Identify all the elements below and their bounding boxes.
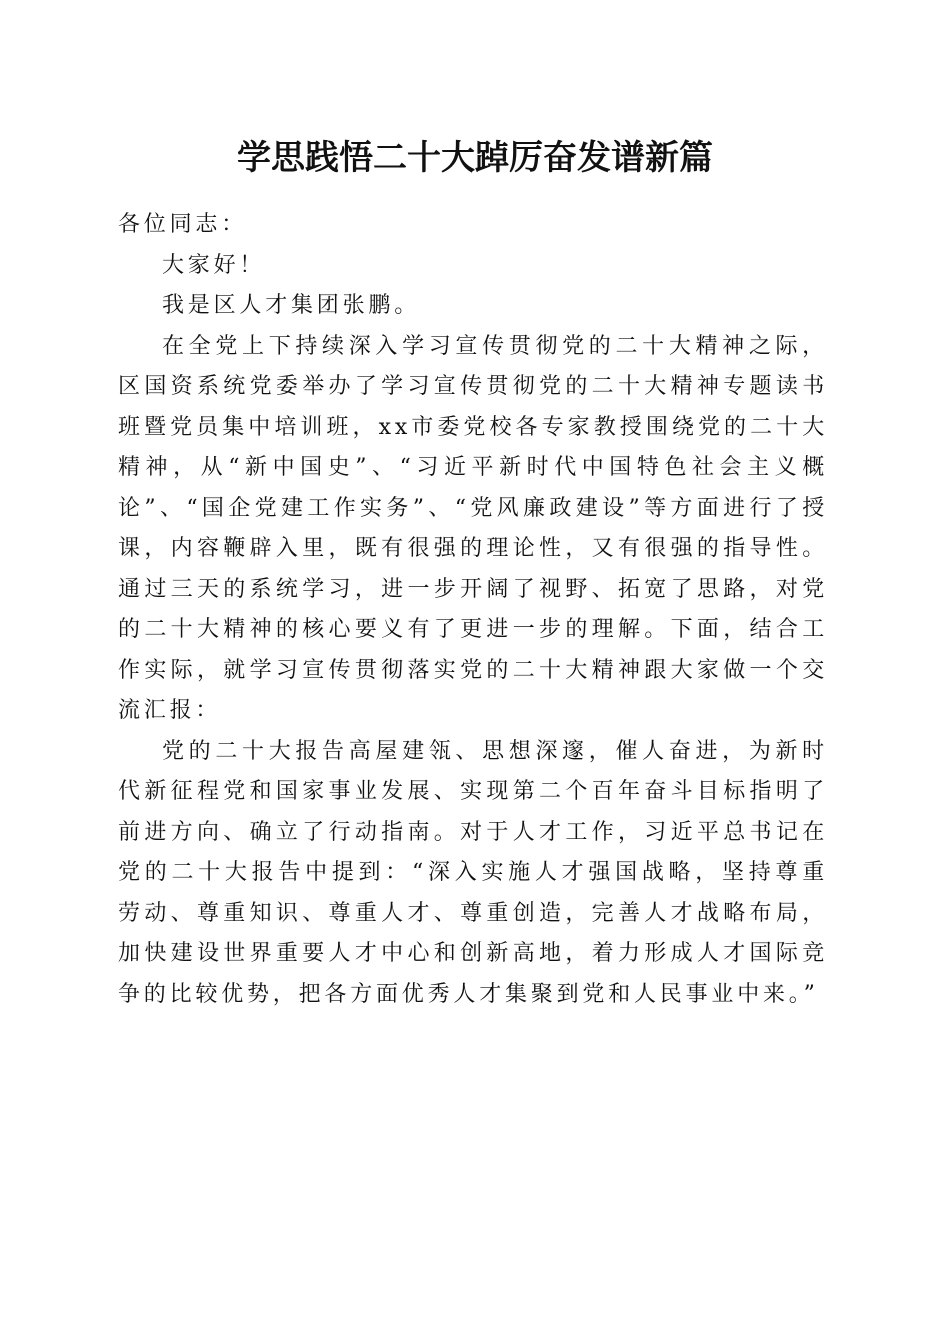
intro-line: 我是区人才集团张鹏。 [162, 293, 421, 318]
greeting-line: 大家好！ [162, 252, 266, 278]
document-body [118, 205, 828, 1015]
document-title: 学思践悟二十大踔厉奋发谱新篇 [237, 138, 713, 178]
paragraph-1: 在全党上下持续深入学习宣传贯彻党的二十大精神之际，区国资系统党委举办了学习宣传贯彻党的二十大精神专题读书班暨党员集中培训班，xx市委党校各专家教授围绕党的二十大精神，从“新中国史”、“习近平新时代中国特色社会主义概论”、“国企党建工作实务”、“党风廉政建设”等方面进行了授课，内容鞭辟入里，既有很强的理论性，又有很强的指导性。通过三天的系统学习，进一步开阔了视野、拓宽了思路，对党的二十大精神的核心要义有了更进一步的理解。下面，结合工作实际，就学习宣传贯彻落实党的二十大精神跟大家做一个交流汇报： [118, 333, 828, 723]
salutation: 各位同志： [118, 212, 248, 237]
paragraph-2: 党的二十大报告高屋建瓴、思想深邃，催人奋进，为新时代新征程党和国家事业发展、实现第二个百年奋斗目标指明了前进方向、确立了行动指南。对于人才工作，习近平总书记在党的二十大报告中提到：“深入实施人才强国战略，坚持尊重劳动、尊重知识、尊重人才、尊重创造，完善人才战略布局，加快建设世界重要人才中心和创新高地，着力形成人才国际竞争的比较优势，把各方面优秀人才集聚到党和人民事业中来。” [118, 738, 828, 1007]
